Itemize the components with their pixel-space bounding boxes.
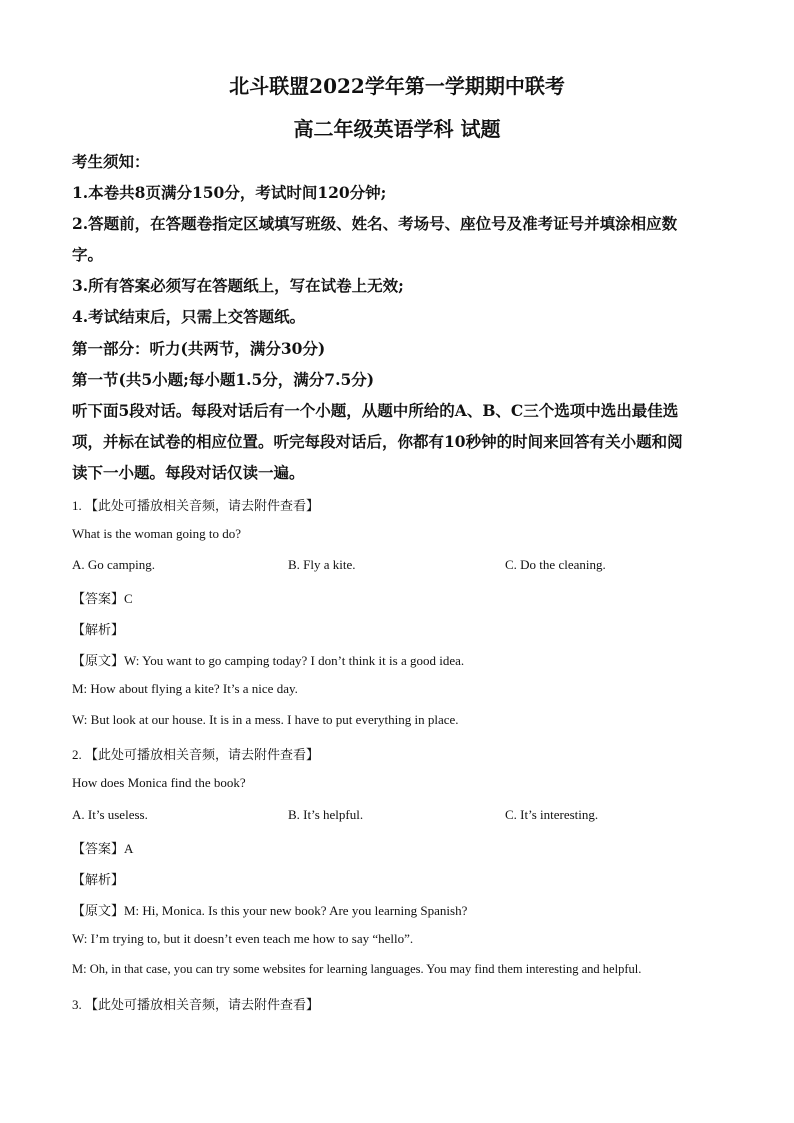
analysis-label: 【解析】: [72, 872, 125, 887]
section-heading: 第一节(共5小题;每小题1.5分，满分7.5分): [72, 370, 375, 389]
option-a: A. It’s useless.: [72, 807, 148, 822]
question-text: What is the woman going to do?: [72, 526, 241, 541]
option-b: B. Fly a kite.: [288, 557, 356, 572]
instructions-line: 读下一小题。每段对话仅读一遍。: [72, 463, 305, 482]
transcript-line: W: I’m trying to, but it doesn’t even teach me how to say “hello”.: [72, 931, 414, 946]
transcript-line: M: Oh, in that case, you can try some websites for learning languages. You may find them interesting and helpful.: [72, 962, 642, 976]
instructions-line: 听下面5段对话。每段对话后有一个小题，从题中所给的A、B、C三个选项中选出最佳选: [72, 401, 679, 420]
analysis-label: 【解析】: [72, 622, 125, 637]
notice-item: 4.考试结束后，只需上交答题纸。: [72, 307, 306, 326]
option-b: B. It’s helpful.: [288, 807, 364, 822]
transcript-line: W: But look at our house. It is in a mess. I have to put everything in place.: [72, 712, 459, 727]
question-number-audio[interactable]: 3. 【此处可播放相关音频，请去附件查看】: [72, 997, 320, 1012]
notice-item: 字。: [72, 245, 104, 264]
question-number-audio[interactable]: 2. 【此处可播放相关音频，请去附件查看】: [72, 747, 320, 762]
transcript-line: 【原文】W: You want to go camping today? I don’t think it is a good idea.: [72, 653, 465, 668]
notice-item: 3.所有答案必须写在答题纸上，写在试卷上无效;: [72, 276, 404, 295]
question-text: How does Monica find the book?: [72, 775, 246, 790]
transcript-line: 【原文】M: Hi, Monica. Is this your new book? Are you learning Spanish?: [72, 903, 468, 918]
notice-item: 2.答题前，在答题卷指定区域填写班级、姓名、考场号、座位号及准考证号并填涂相应数: [72, 214, 678, 233]
answer-label: 【答案】C: [72, 591, 133, 606]
exam-title: 北斗联盟2022学年第一学期期中联考: [229, 74, 565, 98]
exam-subtitle: 高二年级英语学科 试题: [293, 117, 501, 141]
option-a: A. Go camping.: [72, 557, 156, 572]
option-c: C. It’s interesting.: [505, 807, 599, 822]
answer-label: 【答案】A: [72, 841, 134, 856]
instructions-line: 项，并标在试卷的相应位置。听完每段对话后，你都有10秒钟的时间来回答有关小题和阅: [72, 432, 683, 451]
transcript-line: M: How about flying a kite? It’s a nice day.: [72, 681, 298, 696]
part-heading: 第一部分：听力(共两节，满分30分): [72, 339, 326, 358]
option-c: C. Do the cleaning.: [505, 557, 606, 572]
question-number-audio[interactable]: 1. 【此处可播放相关音频，请去附件查看】: [72, 498, 320, 513]
notice-heading: 考生须知：: [72, 152, 150, 171]
notice-item: 1.本卷共8页满分150分，考试时间120分钟;: [72, 183, 387, 202]
